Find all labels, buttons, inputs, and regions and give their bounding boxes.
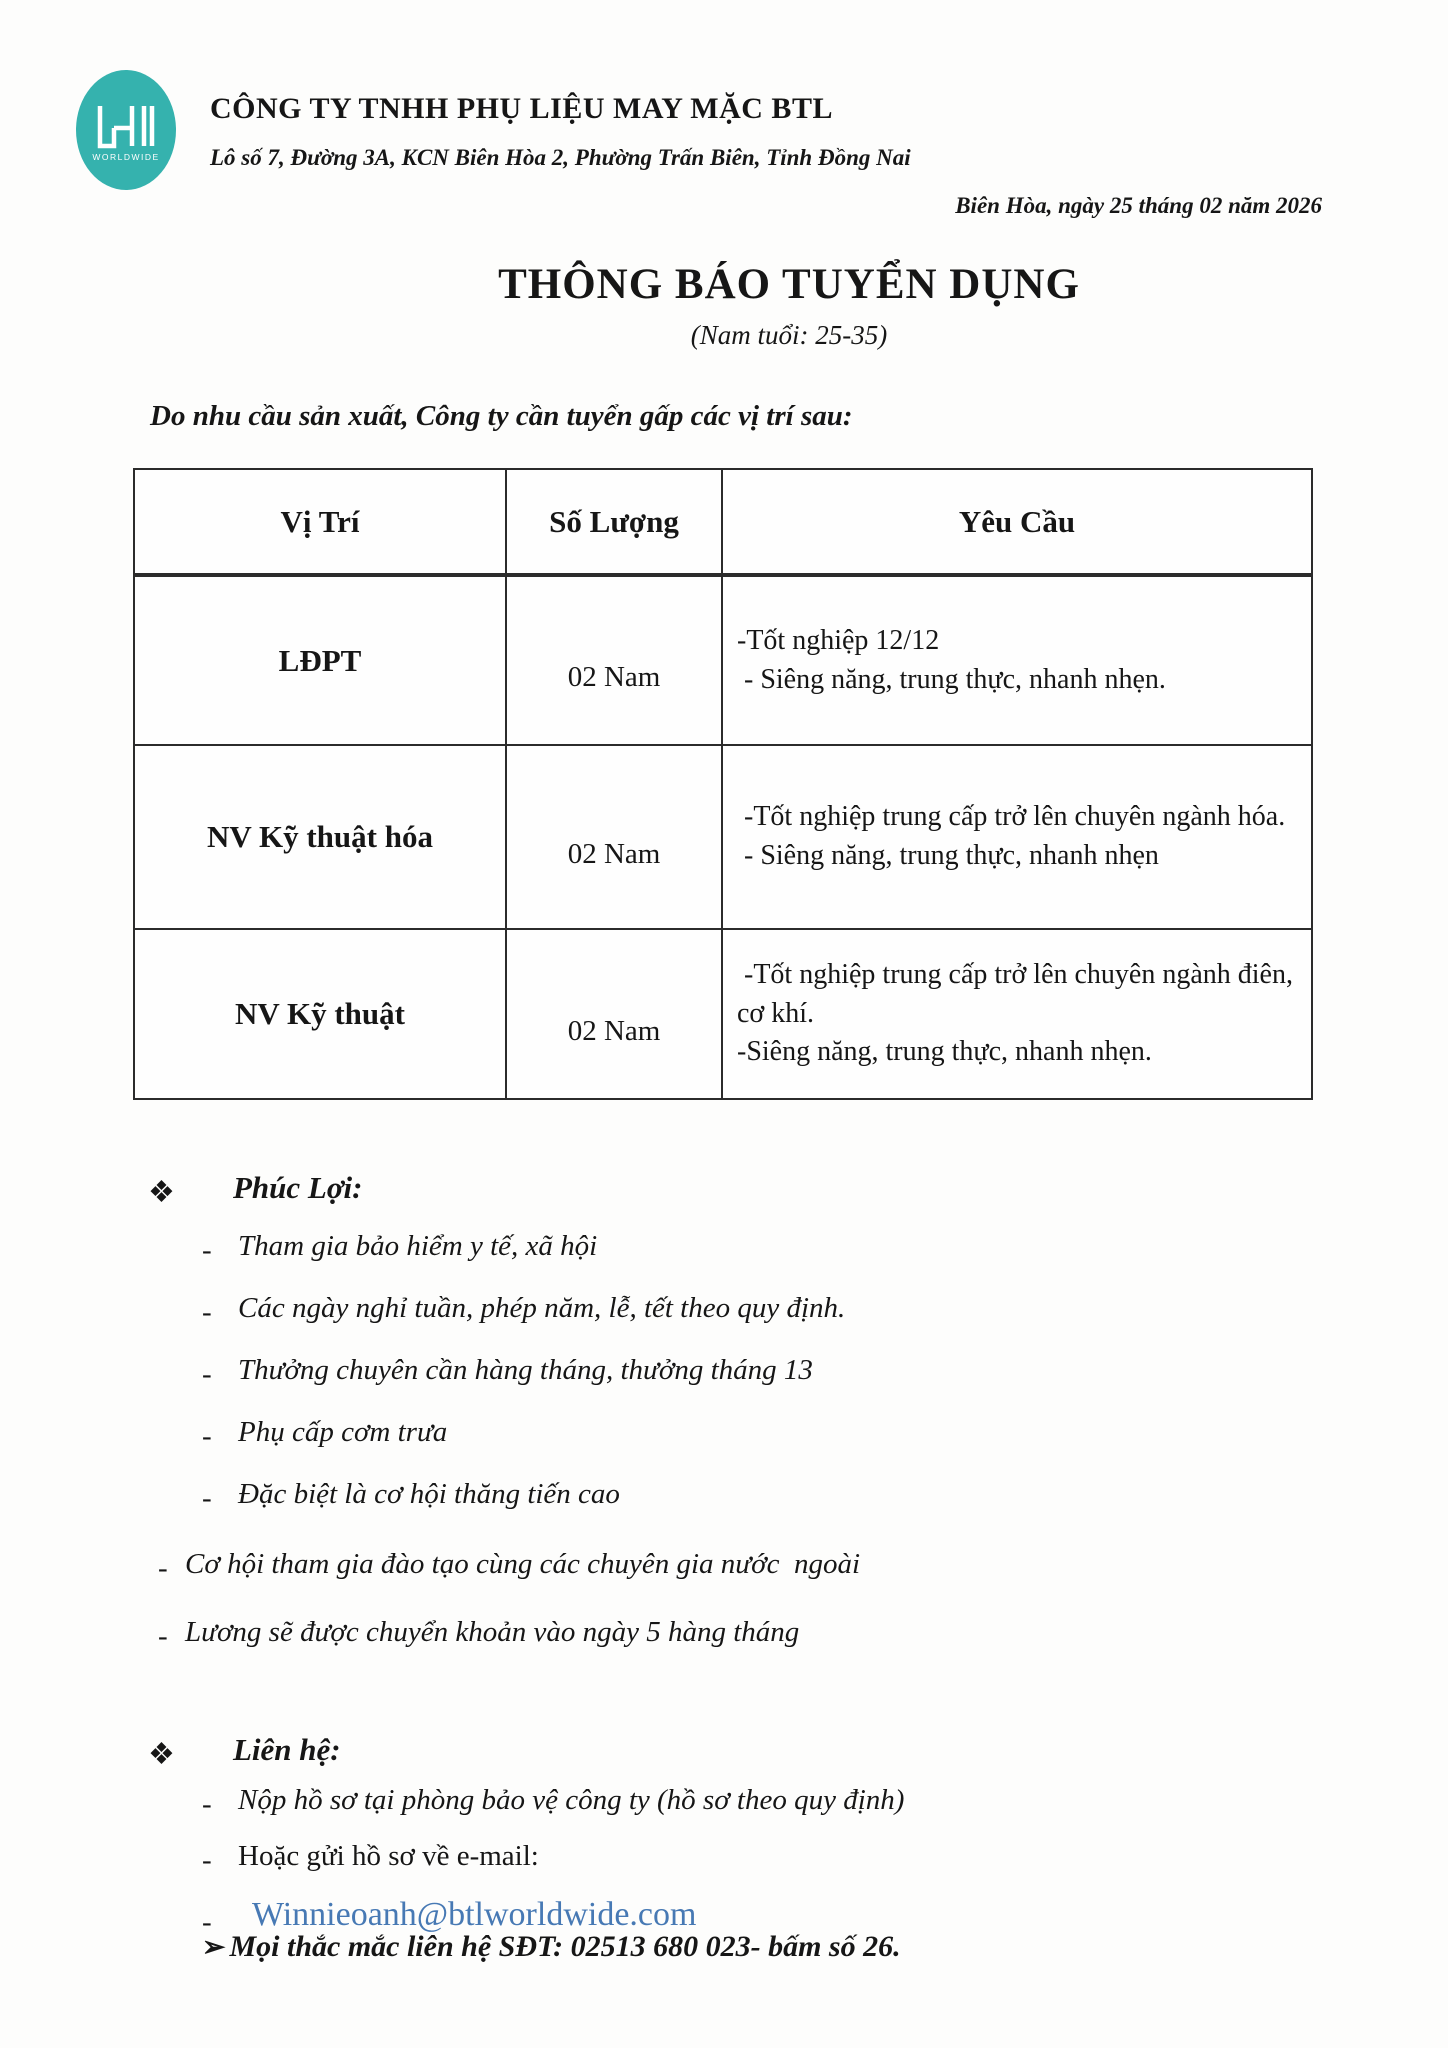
contact-item: Hoặc gửi hồ sơ về e-mail: [238,1840,539,1872]
col-header-position: Vị Trí [134,469,506,575]
benefit-item: Đặc biệt là cơ hội thăng tiến cao [238,1478,620,1510]
contact-heading: Liên hệ: [233,1732,341,1767]
position-cell: LĐPT [134,575,506,745]
table-header-row [134,469,1312,575]
table-row [134,745,1312,929]
table-row [134,929,1312,1099]
company-logo [76,70,176,190]
page-subtitle: (Nam tuổi: 25-35) [690,319,888,350]
quantity-cell: 02 Nam [506,745,722,929]
requirement-line: -Tốt nghiệp 12/12 [737,624,940,656]
logo-worldwide-text: WORLDWIDE [92,152,160,162]
quantity-cell: 02 Nam [506,929,722,1099]
intro-line: Do nhu cầu sản xuất, Công ty cần tuyển gấp các vị trí sau: [150,400,853,432]
benefit-item: Lương sẽ được chuyển khoản vào ngày 5 hàng tháng [185,1616,800,1648]
diamond-bullet-icon: ❖ [148,1176,175,1209]
title-block [130,258,1448,351]
positions-table [133,468,1313,1100]
list-dash: - [202,1788,212,1820]
footer-note-text: Mọi thắc mắc liên hệ SĐT: 02513 680 023- bấm số 26. [229,1930,901,1963]
page-title: THÔNG BÁO TUYỂN DỤNG [498,261,1080,308]
date-line: Biên Hòa, ngày 25 tháng 02 năm 2026 [955,193,1322,218]
requirement-line: -Siêng năng, trung thực, nhanh nhẹn. [737,1036,1152,1068]
contact-item: Nộp hồ sơ tại phòng bảo vệ công ty (hồ sơ theo quy định) [238,1784,905,1816]
diamond-bullet-icon: ❖ [148,1738,175,1771]
table-row [134,575,1312,745]
footer-note [202,1930,901,1964]
list-dash: - [202,1906,212,1938]
position-cell: NV Kỹ thuật [134,929,506,1099]
benefits-heading: Phúc Lợi: [233,1170,363,1205]
list-dash: - [202,1844,212,1876]
arrow-bullet-icon: ➢ [202,1932,226,1963]
position-cell: NV Kỹ thuật hóa [134,745,506,929]
list-dash: - [158,1620,168,1652]
benefit-item: Phụ cấp cơm trưa [238,1416,448,1448]
requirement-line: - Siêng năng, trung thực, nhanh nhẹn. [737,663,1166,695]
benefit-item: Tham gia bảo hiểm y tế, xã hội [238,1230,598,1262]
requirement-line: -Tốt nghiệp trung cấp trở lên chuyên ngành điên, cơ khí. [737,959,1300,1029]
email-link[interactable]: Winnieoanh@btlworldwide.com [252,1896,697,1933]
col-header-quantity: Số Lượng [506,469,722,575]
requirements-cell [722,575,1312,745]
requirements-cell [722,745,1312,929]
company-name: CÔNG TY TNHH PHỤ LIỆU MAY MẶC BTL [210,92,833,125]
list-dash: - [158,1552,168,1584]
company-address: Lô số 7, Đường 3A, KCN Biên Hòa 2, Phường Trấn Biên, Tỉnh Đồng Nai [210,145,911,170]
col-header-requirements: Yêu Cầu [722,469,1312,575]
requirements-cell [722,929,1312,1099]
benefit-item: Các ngày nghỉ tuần, phép năm, lễ, tết theo quy định. [238,1292,846,1324]
requirement-line: -Tốt nghiệp trung cấp trở lên chuyên ngành hóa. [737,801,1286,833]
list-dash: - [202,1234,212,1266]
btl-worldwide-logo-icon [76,70,176,190]
quantity-cell: 02 Nam [506,575,722,745]
benefit-item: Thưởng chuyên cần hàng tháng, thưởng tháng 13 [238,1354,813,1386]
list-dash: - [202,1358,212,1390]
list-dash: - [202,1296,212,1328]
email-line [252,1896,696,1934]
benefit-item: Cơ hội tham gia đào tạo cùng các chuyên gia nước ngoài [185,1548,861,1580]
requirement-line: - Siêng năng, trung thực, nhanh nhẹn [737,840,1159,871]
list-dash: - [202,1482,212,1514]
list-dash: - [202,1420,212,1452]
